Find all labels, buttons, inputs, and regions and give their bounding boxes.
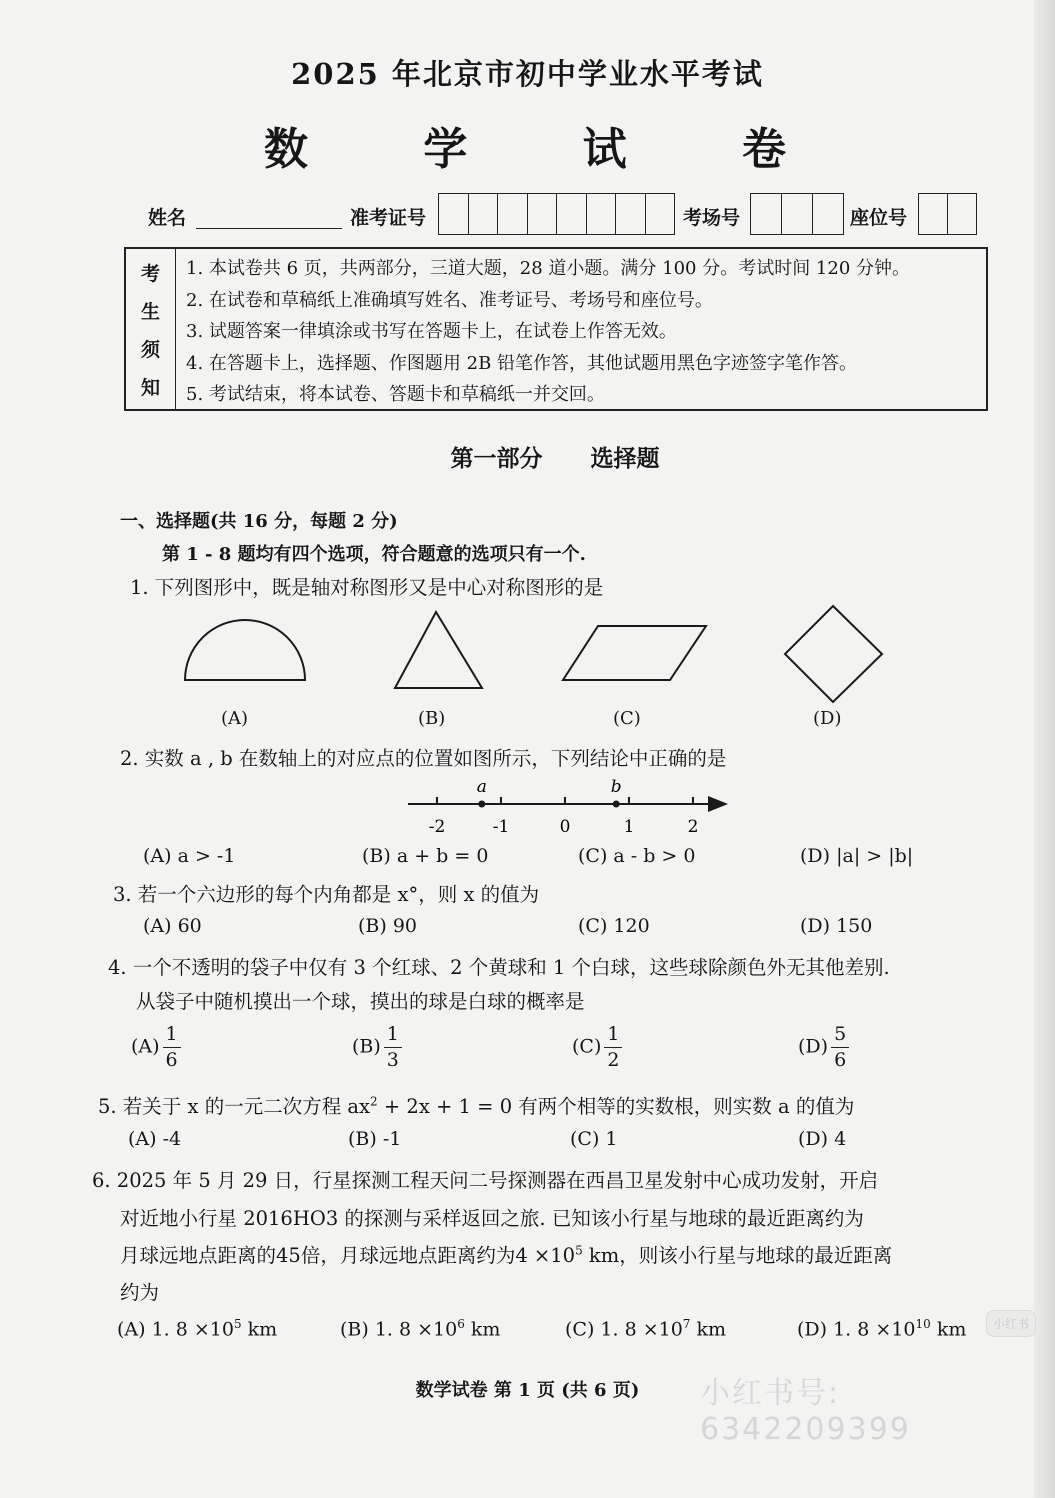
q2-option-d: (D) |a| > |b| bbox=[800, 845, 914, 867]
axis-tick-label: -2 bbox=[428, 817, 446, 837]
q6-option-a: (A) 1. $8 \times 10^5$ km bbox=[117, 1317, 278, 1341]
q5-option-c: (C) 1 bbox=[570, 1128, 618, 1150]
axis-tick-label: -1 bbox=[492, 817, 510, 837]
notice-item: 3. 试题答案一律填涂或书写在答题卡上，在试卷上作答无效。 bbox=[186, 321, 677, 342]
exam-title: 数 学 试 卷 bbox=[264, 124, 836, 175]
triangle-shape bbox=[395, 612, 482, 688]
watermark-text: 小红书号: 6342209399 bbox=[700, 1376, 911, 1447]
q4-option-c: (C) $\frac{1}{2}$ bbox=[572, 1025, 622, 1070]
room-boxes[interactable] bbox=[750, 193, 844, 235]
q3-option-d: (D) 150 bbox=[800, 915, 873, 937]
q6-option-c: (C) 1. $8 \times 10^7$ km bbox=[565, 1317, 727, 1341]
notice-item: 5. 考试结束，将本试卷、答题卡和草稿纸一并交回。 bbox=[186, 384, 605, 405]
q2-text: 2. 实数 a , b 在数轴上的对应点的位置如图所示，下列结论中正确的是 bbox=[120, 747, 727, 770]
q4-option-a: (A) $\frac{1}{6}$ bbox=[131, 1025, 181, 1070]
q1-label-a: (A) bbox=[221, 708, 249, 729]
q4-text-line1: 4. 一个不透明的袋子中仅有 3 个红球、2 个黄球和 1 个白球，这些球除颜色外无其他差别. bbox=[108, 956, 890, 979]
q1-label-c: (C) bbox=[613, 708, 641, 729]
section-heading: 一、选择题(共 16 分，每题 2 分) bbox=[120, 511, 398, 532]
axis-tick-label: 0 bbox=[559, 817, 571, 837]
room-label: 考场号 bbox=[683, 207, 741, 229]
q3-text: 3. 若一个六边形的每个内角都是 x°，则 x 的值为 bbox=[113, 883, 540, 906]
notice-side-label: 考 生 须 知 bbox=[126, 249, 176, 409]
section-instruction: 第 1 - 8 题均有四个选项，符合题意的选项只有一个. bbox=[162, 544, 586, 565]
q4-option-d: (D) $\frac{5}{6}$ bbox=[798, 1025, 849, 1070]
semicircle-shape bbox=[185, 620, 305, 680]
q2-option-a: (A) a > -1 bbox=[143, 845, 236, 867]
point-a-dot bbox=[478, 801, 485, 808]
q5-text: 5. 若关于 x 的一元二次方程 $ax^2 + 2x + 1 = 0$ 有两个相等的实数根，则实数 a 的值为 bbox=[98, 1094, 855, 1118]
point-a-label: a bbox=[476, 777, 487, 797]
q3-option-b: (B) 90 bbox=[358, 915, 418, 937]
name-label: 姓名 bbox=[148, 207, 187, 229]
q1-text: 1. 下列图形中，既是轴对称图形又是中心对称图形的是 bbox=[130, 576, 604, 599]
page-footer: 数学试卷 第 1 页 (共 6 页) bbox=[415, 1380, 640, 1401]
q3-option-a: (A) 60 bbox=[143, 915, 202, 937]
q6-text-line3: 月球远地点距离的45倍，月球远地点距离约为$4 \times 10^5$ km，则该小行星与地球的最近距离 bbox=[120, 1243, 893, 1267]
q6-option-b: (B) 1. $8 \times 10^6$ km bbox=[340, 1317, 501, 1341]
parallelogram-shape bbox=[563, 626, 706, 680]
axis-tick-label: 2 bbox=[687, 817, 699, 837]
notice-item: 4. 在答题卡上，选择题、作图题用 2B 铅笔作答，其他试题用黑色字迹签字笔作答。 bbox=[186, 352, 858, 374]
q1-figures bbox=[170, 600, 910, 710]
part-one-title: 第一部分 选择题 bbox=[450, 445, 660, 472]
q2-option-c: (C) a - b > 0 bbox=[578, 845, 696, 867]
q5-option-b: (B) -1 bbox=[348, 1128, 402, 1150]
q1-label-d: (D) bbox=[813, 708, 842, 729]
exam-no-boxes[interactable] bbox=[438, 193, 675, 235]
point-b-label: b bbox=[610, 777, 622, 797]
seat-boxes[interactable] bbox=[918, 193, 977, 235]
q3-option-c: (C) 120 bbox=[578, 915, 650, 937]
q5-option-d: (D) 4 bbox=[798, 1128, 847, 1150]
notice-item: 1. 本试卷共 6 页，共两部分，三道大题，28 道小题。满分 100 分。考试时间 120 分钟。 bbox=[186, 258, 911, 279]
q2-option-b: (B) a + b = 0 bbox=[362, 845, 489, 867]
q6-text-line4: 约为 bbox=[120, 1281, 160, 1304]
q6-option-d: (D) 1. $8 \times 10^{10}$ km bbox=[797, 1317, 967, 1341]
number-line bbox=[400, 772, 740, 838]
q4-text-line2: 从袋子中随机摸出一个球，摸出的球是白球的概率是 bbox=[136, 990, 585, 1013]
name-input-line[interactable] bbox=[196, 228, 342, 229]
q1-label-b: (B) bbox=[418, 708, 446, 729]
rhombus-shape bbox=[785, 606, 882, 702]
seat-label: 座位号 bbox=[850, 207, 908, 229]
exam-no-label: 准考证号 bbox=[350, 207, 427, 229]
q6-text-line2: 对近地小行星 2016HO3 的探测与采样返回之旅. 已知该小行星与地球的最近距离约为 bbox=[120, 1207, 864, 1230]
candidate-notice-box bbox=[124, 247, 988, 411]
page-edge-shadow bbox=[1034, 0, 1055, 1498]
q6-text-line1: 6. 2025 年 5 月 29 日，行星探测工程天问二号探测器在西昌卫星发射中心成功发射，开启 bbox=[92, 1169, 879, 1192]
q5-option-a: (A) -4 bbox=[128, 1128, 182, 1150]
point-b-dot bbox=[613, 801, 620, 808]
watermark-tab: 小红书 bbox=[986, 1310, 1036, 1337]
axis-tick-label: 1 bbox=[623, 817, 635, 837]
exam-subtitle: 2025 年北京市初中学业水平考试 bbox=[291, 57, 764, 91]
notice-item: 2. 在试卷和草稿纸上准确填写姓名、准考证号、考场号和座位号。 bbox=[186, 289, 713, 311]
q4-option-b: (B) $\frac{1}{3}$ bbox=[352, 1025, 402, 1070]
